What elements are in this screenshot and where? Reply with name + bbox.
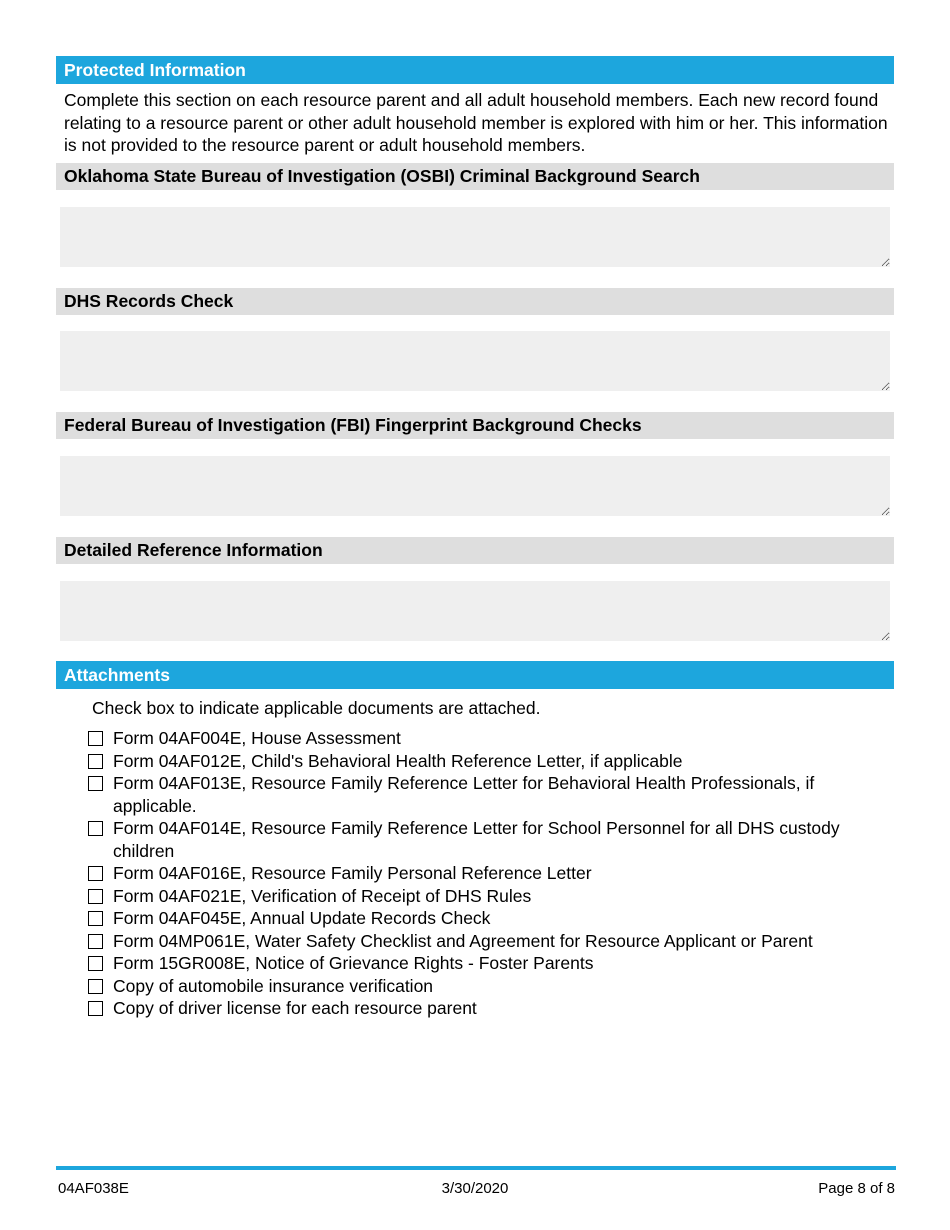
attachment-item: [86, 930, 896, 953]
attachment-label: Form 04AF021E, Verification of Receipt of DHS Rules: [113, 885, 532, 906]
attachment-label: Copy of automobile insurance verification: [113, 975, 434, 996]
attachment-label: Form 15GR008E, Notice of Grievance Rights - Foster Parents: [113, 953, 594, 973]
footer-divider: [56, 1166, 896, 1170]
fbi-section-header: Federal Bureau of Investigation (FBI) Fingerprint Background Checks: [56, 412, 894, 439]
reference-section-header: Detailed Reference Information: [56, 537, 894, 564]
osbi-text-field[interactable]: [60, 207, 890, 267]
fbi-text-field[interactable]: [60, 456, 890, 516]
attachment-checkbox[interactable]: [88, 821, 103, 836]
attachment-label: Form 04AF013E, Resource Family Reference Letter for Behavioral Health Professionals, if applicable.: [113, 773, 815, 816]
attachment-checkbox[interactable]: [88, 754, 103, 769]
attachment-label: Form 04AF014E, Resource Family Reference Letter for School Personnel for all DHS custody children: [113, 818, 840, 861]
attachment-item: [86, 997, 896, 1020]
attachment-label: Form 04MP061E, Water Safety Checklist and Agreement for Resource Applicant or Parent: [113, 930, 813, 951]
attachments-list: [86, 727, 896, 1020]
attachment-item: [86, 862, 896, 885]
dhs-records-section-header: DHS Records Check: [56, 288, 894, 315]
osbi-section-header: Oklahoma State Bureau of Investigation (OSBI) Criminal Background Search: [56, 163, 894, 190]
attachment-checkbox[interactable]: [88, 911, 103, 926]
attachment-checkbox[interactable]: [88, 866, 103, 881]
attachment-label: Form 04AF012E, Child's Behavioral Health Reference Letter, if applicable: [113, 750, 683, 771]
attachment-item: [86, 907, 896, 930]
attachment-checkbox[interactable]: [88, 979, 103, 994]
attachment-item: [86, 750, 896, 773]
attachment-checkbox[interactable]: [88, 934, 103, 949]
attachment-checkbox[interactable]: [88, 731, 103, 746]
attachment-item: [86, 727, 896, 750]
attachment-item: [86, 975, 896, 998]
attachment-item: [86, 952, 896, 975]
attachment-item: [86, 772, 896, 817]
dhs-records-text-field[interactable]: [60, 331, 890, 391]
attachment-checkbox[interactable]: [88, 1001, 103, 1016]
attachment-checkbox[interactable]: [88, 889, 103, 904]
attachments-instruction: Check box to indicate applicable documents are attached.: [92, 698, 541, 718]
attachment-label: Copy of driver license for each resource parent: [113, 998, 477, 1018]
protected-information-intro: Complete this section on each resource parent and all adult household members. Each new record found relating to a resource parent or other adult household member is explored with him or her. This information is not provided to the resource parent or adult household members.: [64, 90, 888, 155]
attachment-checkbox[interactable]: [88, 776, 103, 791]
footer-page-number: Page 8 of 8: [818, 1180, 895, 1197]
attachment-checkbox[interactable]: [88, 956, 103, 971]
attachment-label: Form 04AF045E, Annual Update Records Check: [113, 908, 491, 928]
protected-information-header: Protected Information: [56, 56, 894, 84]
attachment-label: Form 04AF016E, Resource Family Personal Reference Letter: [113, 863, 592, 883]
attachment-label: Form 04AF004E, House Assessment: [113, 728, 401, 748]
footer-form-id: 04AF038E: [58, 1180, 129, 1197]
attachments-header: Attachments: [56, 661, 894, 689]
footer-date: 3/30/2020: [441, 1180, 509, 1197]
attachment-item: [86, 817, 896, 862]
reference-text-field[interactable]: [60, 581, 890, 641]
attachment-item: [86, 885, 896, 908]
